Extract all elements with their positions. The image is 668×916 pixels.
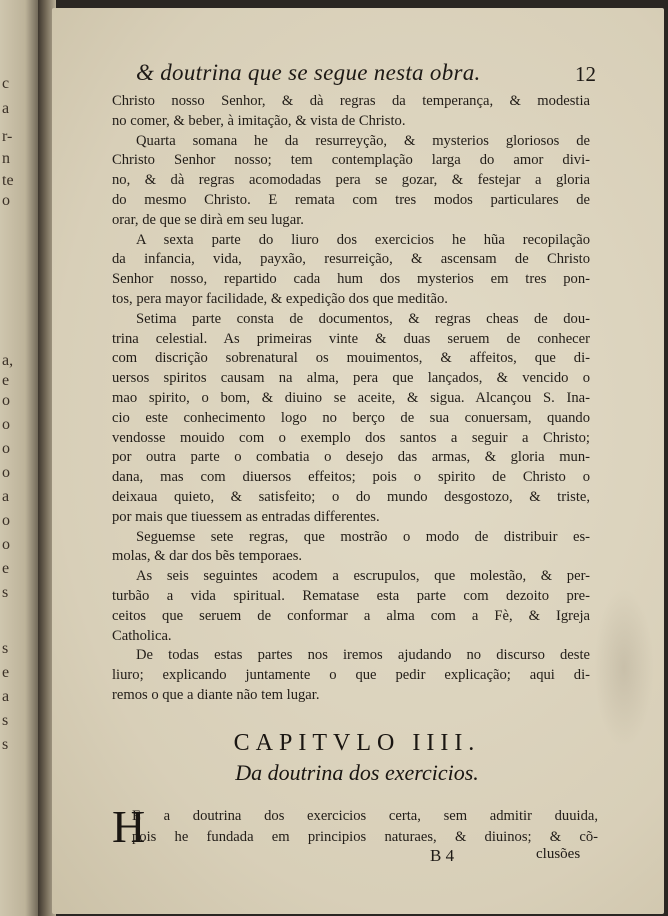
text-line: Catholica. — [112, 627, 172, 644]
text-line: De todas estas partes nos iremos ajudando no discurso deste — [136, 647, 590, 664]
ink-bleed-shadow — [594, 588, 654, 748]
text-line: Seguemse sete regras, que mostrão o modo de distribuir es- — [136, 528, 590, 545]
text-line: vendosse mouido com o exemplo dos santos a seguir a Christo; — [112, 429, 590, 446]
text-line: turbão a vida spiritual. Rematase esta parte com dezoito pre- — [112, 587, 590, 604]
facing-page-glyph: n — [2, 150, 10, 167]
text-line: deixaua quieto, & satisfeito; o do mundo desgostozo, & triste, — [112, 488, 590, 505]
text-line: cio este conhecimento logo no berço de sua conuersam, quando — [112, 409, 590, 426]
text-line: tos, pera mayor facilidade, & expedição dos que meditão. — [112, 290, 448, 307]
text-line: do mesmo Christo. E remata com tres modos particulares de — [112, 191, 590, 208]
page-number: 12 — [575, 62, 596, 86]
text-line: no, & dà regras acomodadas pera se gozar, & festejar a gloria — [112, 172, 590, 189]
facing-page-glyph: s — [2, 640, 9, 657]
text-line: molas, & dar dos bẽs temporaes. — [112, 548, 303, 565]
page-header — [136, 60, 596, 92]
facing-page-glyph: o — [2, 464, 10, 481]
chapter-text-line: pois he fundada em principios naturaes, & diuinos; & cõ- — [132, 829, 598, 845]
catchword: clusões — [536, 846, 581, 862]
text-line: liuro; explicando juntamente o que pedir explicação; aqui di- — [112, 667, 590, 684]
text-line: no comer, & beber, à imitação, & vista de Christo. — [112, 112, 406, 129]
chapter-subtitle: Da doutrina dos exercicios. — [235, 760, 479, 785]
text-line: A sexta parte do liuro dos exercicios he hũa recopilação — [136, 231, 590, 248]
facing-page-glyph: e — [2, 560, 10, 577]
text-line: As seis seguintes acodem a escrupulos, que molestão, & per- — [136, 568, 590, 585]
text-line: ceitos que seruem de conformar a alma com a Fè, & Igreja — [112, 607, 590, 624]
facing-page-glyph: e — [2, 664, 10, 681]
facing-page-glyph: s — [2, 584, 9, 601]
facing-page-glyph: a, — [2, 352, 14, 369]
text-line: dana, mas com diuersos effeitos; pois o spirito de Christo o — [112, 469, 590, 486]
text-line: uersos spiritos causam na alma, pera que lançados, & vencido o — [112, 370, 590, 387]
text-line: Quarta somana he da resurreyção, & mysterios gloriosos de — [136, 132, 590, 149]
chapter-title: CAPITVLO IIII. — [233, 730, 481, 756]
facing-page-glyph: a — [2, 100, 10, 117]
text-line: trina celestial. As primeiras vinte & duas seruem de conhecer — [112, 330, 590, 347]
main-text — [112, 92, 590, 706]
text-line: remos o que a diante não tem lugar. — [112, 686, 320, 703]
facing-page-glyph: s — [2, 736, 9, 753]
text-line: com discrição sobrenatural os mouimentos, & affeitos, que di- — [112, 350, 590, 367]
facing-page-glyph: s — [2, 712, 9, 729]
book-page — [52, 8, 664, 914]
facing-page-glyph: o — [2, 512, 10, 529]
facing-page-glyph: a — [2, 688, 10, 705]
facing-page-glyph: r- — [2, 128, 13, 145]
facing-page-glyph: a — [2, 488, 10, 505]
facing-page-glyph: c — [2, 75, 10, 92]
chapter-body — [112, 801, 598, 852]
facing-page-glyph: o — [2, 440, 10, 457]
facing-page-glyph: te — [2, 172, 14, 189]
facing-page-glyph: o — [2, 192, 10, 209]
text-line: mao spirito, o bom, & diuino se aceite, & sigua. Alcançou S. Ina- — [112, 389, 590, 406]
text-line: Christo Senhor nosso; tem contemplação larga do amor divi- — [112, 152, 590, 169]
facing-page-glyph: e — [2, 372, 10, 389]
text-line: por mais que tiuessem as entradas differentes. — [112, 508, 380, 525]
text-line: Setima parte consta de documentos, & regras cheas de dou- — [136, 310, 590, 327]
facing-page-glyph: o — [2, 416, 10, 433]
facing-page-glyph: o — [2, 392, 10, 409]
chapter-text-line: E a doutrina dos exercicios certa, sem admitir duuida, — [132, 808, 598, 824]
facing-page-edge — [0, 0, 42, 916]
running-head: & doutrina que se segue nesta obra. — [136, 60, 481, 85]
signature-mark: B 4 — [430, 846, 455, 865]
text-line: Christo nosso Senhor, & dà regras da temperança, & modestia — [112, 93, 590, 109]
facing-page-glyph: o — [2, 536, 10, 553]
text-line: Senhor nosso, repartido cada hum dos mysterios em tres pon- — [112, 271, 590, 288]
text-line: por outra parte o combatia o desejo das armas, & gloria mun- — [112, 449, 590, 466]
text-line: da infancia, vida, payxão, resurreição, & ascensam de Christo — [112, 251, 590, 268]
text-line: orar, de que se dirà em seu lugar. — [112, 211, 304, 228]
drop-cap: H — [112, 801, 146, 852]
